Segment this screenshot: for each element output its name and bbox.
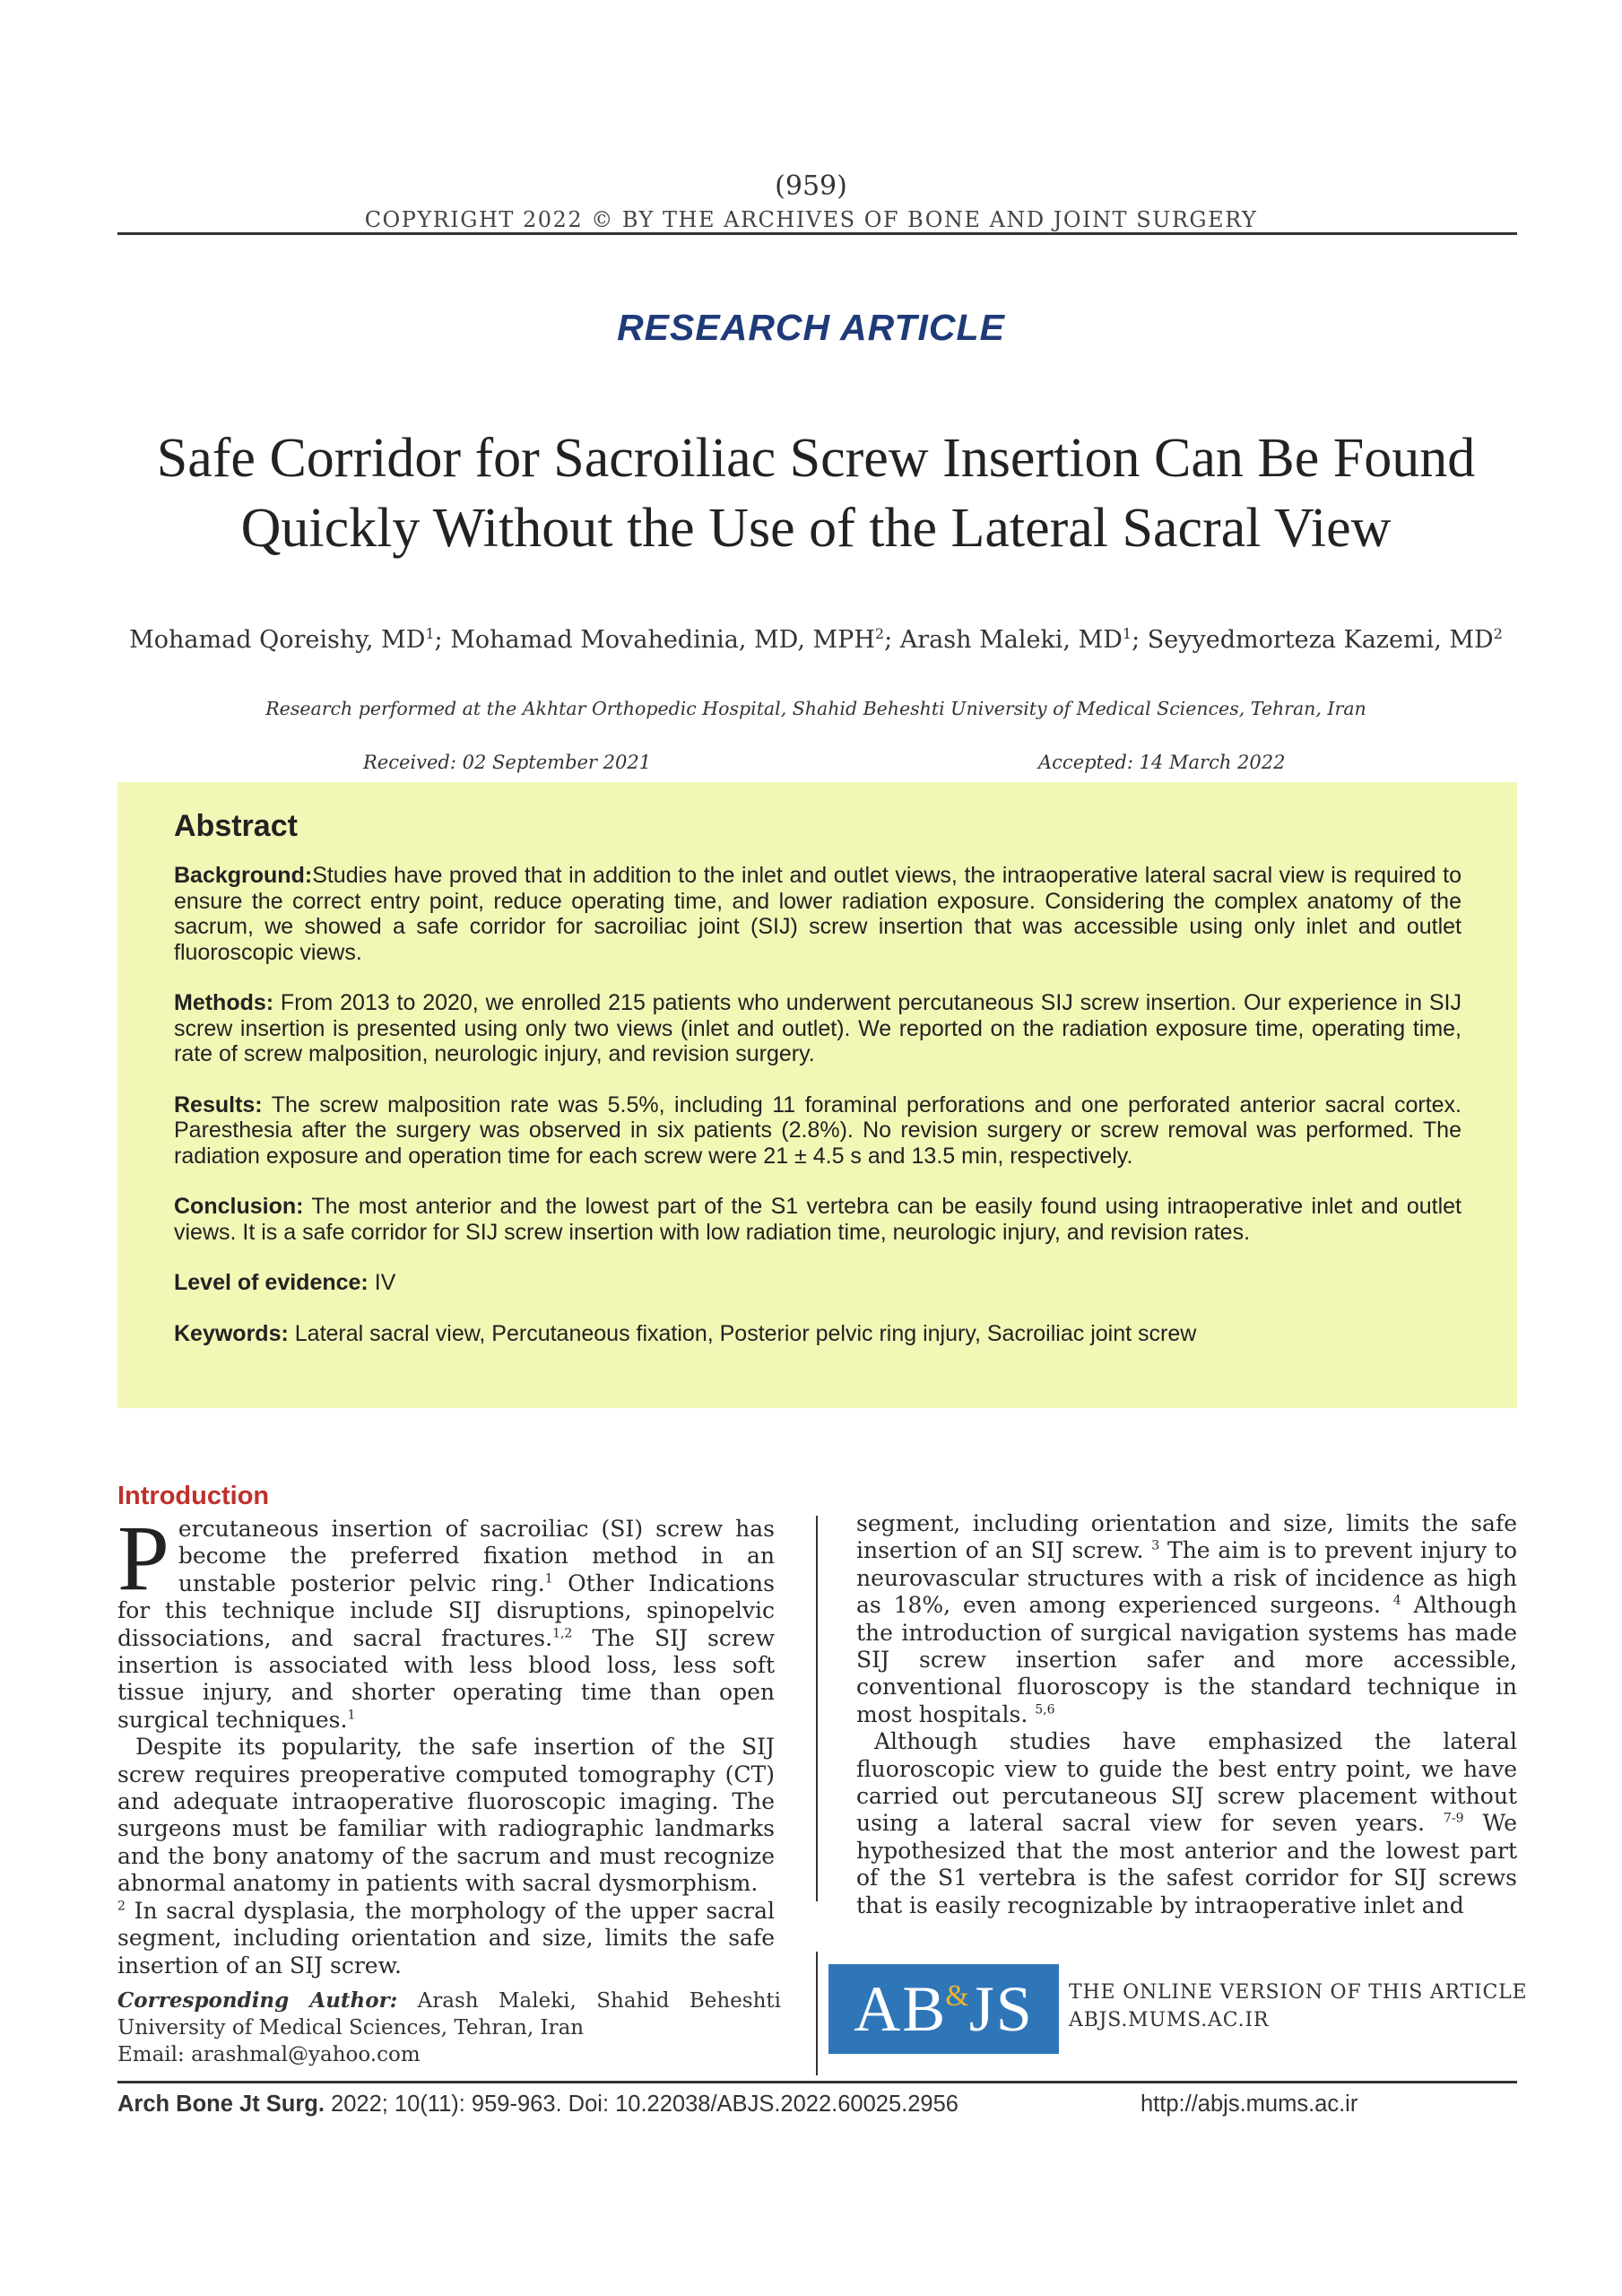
introduction-heading: Introduction <box>117 1482 270 1510</box>
journal-abbrev: Arch Bone Jt Surg. <box>117 2092 325 2117</box>
citation-ref: 4 <box>1392 1593 1401 1608</box>
citation-details: 2022; 10(11): 959-963. Doi: 10.22038/ABJS.2022.60025.2956 <box>324 2092 958 2117</box>
received-date: Received: 02 September 2021 <box>363 752 652 773</box>
citation-ref: 1 <box>347 1708 356 1723</box>
footer-divider <box>816 1952 818 2075</box>
footer-rule <box>117 2081 1517 2083</box>
level-label: Level of evidence: <box>174 1270 369 1295</box>
author-affiliation: 2 <box>1493 625 1503 642</box>
text-run: We hypothesized that the most anterior and the lowest part of the S1 vertebra is the safest corridor for SIJ screws that is easily recognizable by intraoperative inlet and <box>856 1810 1517 1918</box>
accepted-date: Accepted: 14 March 2022 <box>1038 752 1286 773</box>
conclusion-label: Conclusion: <box>174 1194 304 1219</box>
author-affiliation: 1 <box>1122 625 1132 642</box>
abstract-methods <box>174 990 1462 1067</box>
drop-cap: P <box>117 1507 169 1610</box>
author-separator: ; <box>884 626 900 654</box>
logo-text: AB <box>854 1972 948 2045</box>
abstract-level <box>174 1270 1462 1296</box>
abstract-heading: Abstract <box>174 809 298 843</box>
text-run: The SIJ screw insertion is associated with less blood loss, less soft tissue injury, and shorter operating time than open surgical techniques. <box>117 1624 775 1733</box>
corresponding-email[interactable]: Email: arashmal@yahoo.com <box>117 2043 421 2066</box>
online-version-note <box>1069 1979 1527 2034</box>
citation-ref: 1 <box>544 1571 553 1587</box>
column-divider <box>816 1516 818 1901</box>
keywords-label: Keywords: <box>174 1320 289 1346</box>
keywords-text: Lateral sacral view, Percutaneous fixation, Posterior pelvic ring injury, Sacroiliac joint screw <box>288 1320 1197 1346</box>
level-text: IV <box>368 1270 396 1295</box>
title-line-1: Safe Corridor for Sacroiliac Screw Insertion Can Be Found <box>156 428 1476 489</box>
online-line-1: THE ONLINE VERSION OF THIS ARTICLE <box>1069 1981 1528 2004</box>
text-run: Although the introduction of surgical navigation systems has made SIJ screw insertion safer and more accessible, conventional fluoroscopy is the standard technique in most hospitals. <box>856 1592 1517 1727</box>
abstract-results <box>174 1092 1462 1170</box>
abstract-conclusion <box>174 1194 1462 1245</box>
results-text: The screw malposition rate was 5.5%, including 11 foraminal perforations and one perforated anterior sacral cortex. Paresthesia after the surgery was observed in six patients (2.8%). No revision surgery or screw removal was performed. The radiation exposure and operation time for each screw were 21 ± 4.5 s and 13.5 min, respectively. <box>174 1091 1462 1169</box>
body-column-right <box>856 1510 1517 1919</box>
paragraph <box>117 1507 775 1734</box>
citation-ref: 5,6 <box>1035 1702 1055 1718</box>
abstract-box <box>117 782 1517 1408</box>
conclusion-text: The most anterior and the lowest part of the S1 vertebra can be easily found using intraoperative inlet and outlet views. It is a safe corridor for SIJ screw insertion with low radiation time, neurologic injury, and revision rates. <box>174 1194 1462 1245</box>
article-title <box>108 423 1524 563</box>
text-run: Despite its popularity, the safe insertion of the SIJ screw requires preoperative computed tomography (CT) and adequate intraoperative fluoroscopic imaging. The surgeons must be familiar with radiographic landmarks and the bony anatomy of the sacrum and must recognize abnormal anatomy in patients with sacral dysmorphism. <box>117 1734 775 1897</box>
text-run: The aim is to prevent injury to neurovascular structures with a risk of incidence as high as 18%, even among experienced surgeons. <box>856 1537 1517 1619</box>
author-name: Seyyedmorteza Kazemi, MD <box>1147 626 1494 654</box>
abstract-background <box>174 863 1462 965</box>
abstract-keywords <box>174 1321 1462 1347</box>
paragraph <box>117 1734 775 1979</box>
citation-ref: 3 <box>1151 1539 1160 1554</box>
methods-text: From 2013 to 2020, we enrolled 215 patients who underwent percutaneous SIJ screw insertion. Our experience in SIJ screw insertion is presented using only two views (inlet and outlet). We reported on the radiation exposure time, operating time, rate of screw malposition, neurologic injury, and revision surgery. <box>174 990 1462 1066</box>
header-rule <box>117 232 1517 235</box>
corresponding-label: Corresponding Author: <box>117 1988 398 2013</box>
abjs-logo <box>828 1964 1059 2054</box>
paragraph <box>856 1510 1517 1728</box>
article-type: RESEARCH ARTICLE <box>617 307 1005 348</box>
logo-text: JS <box>968 1972 1034 2045</box>
author-name: Mohamad Movahedinia, MD, MPH <box>450 626 875 654</box>
text-run: Other Indications for this technique include SIJ disruptions, spinopelvic dissociations, and sacral fractures. <box>117 1570 775 1651</box>
text-run: segment, including orientation and size, limits the safe insertion of an SIJ screw. <box>856 1510 1517 1564</box>
text-run: Although studies have emphasized the lateral fluoroscopic view to guide the best entry point, we have carried out percutaneous SIJ screw placement without using a lateral sacral view for seven years. <box>856 1728 1517 1837</box>
results-label: Results: <box>174 1091 263 1118</box>
body-column-left <box>117 1507 775 1979</box>
paragraph <box>856 1728 1517 1919</box>
copyright-line: COPYRIGHT 2022 © BY THE ARCHIVES OF BONE AND JOINT SURGERY <box>364 207 1258 232</box>
citation-line <box>117 2092 958 2118</box>
text-run: ercutaneous insertion of sacroiliac (SI) screw has become the preferred fixation method in an unstable posterior pelvic ring. <box>178 1516 775 1596</box>
page-number: (959) <box>775 170 847 202</box>
title-line-2: Quickly Without the Use of the Lateral Sacral View <box>240 498 1392 559</box>
logo-ampersand: & <box>945 1979 971 2013</box>
author-list <box>108 619 1524 656</box>
background-label: Background: <box>174 863 313 888</box>
background-text: Studies have proved that in addition to the inlet and outlet views, the intraoperative lateral sacral view is required to ensure the correct entry point, reduce operating time, and lower radiation exposure. Considering the complex anatomy of the sacrum, we showed a safe corridor for sacroiliac joint (SIJ) screw insertion that was accessible using only inlet and outlet fluoroscopic views. <box>174 863 1462 965</box>
author-affiliation: 1 <box>425 625 435 642</box>
author-affiliation: 2 <box>874 625 885 642</box>
online-url[interactable]: ABJS.MUMS.AC.IR <box>1069 2009 1270 2031</box>
methods-label: Methods: <box>174 990 274 1015</box>
corresponding-text: Arash Maleki, Shahid Beheshti University of Medical Sciences, Tehran, Iran <box>117 1989 781 2039</box>
author-name: Mohamad Qoreishy, MD <box>129 626 426 654</box>
citation-ref: 2 <box>117 1899 126 1914</box>
author-name: Arash Maleki, MD <box>899 626 1123 654</box>
journal-url[interactable]: http://abjs.mums.ac.ir <box>1141 2092 1358 2117</box>
citation-ref: 7-9 <box>1443 1812 1464 1827</box>
text-run: In sacral dysplasia, the morphology of the upper sacral segment, including orientation and size, limits the safe insertion of an SIJ screw. <box>117 1897 775 1979</box>
author-separator: ; <box>434 626 451 654</box>
citation-ref: 1,2 <box>552 1626 573 1641</box>
author-separator: ; <box>1132 626 1148 654</box>
corresponding-author <box>117 1987 781 2068</box>
affiliation: Research performed at the Akhtar Orthopedic Hospital, Shahid Beheshti University of Medical Sciences, Tehran, Iran <box>265 698 1366 719</box>
